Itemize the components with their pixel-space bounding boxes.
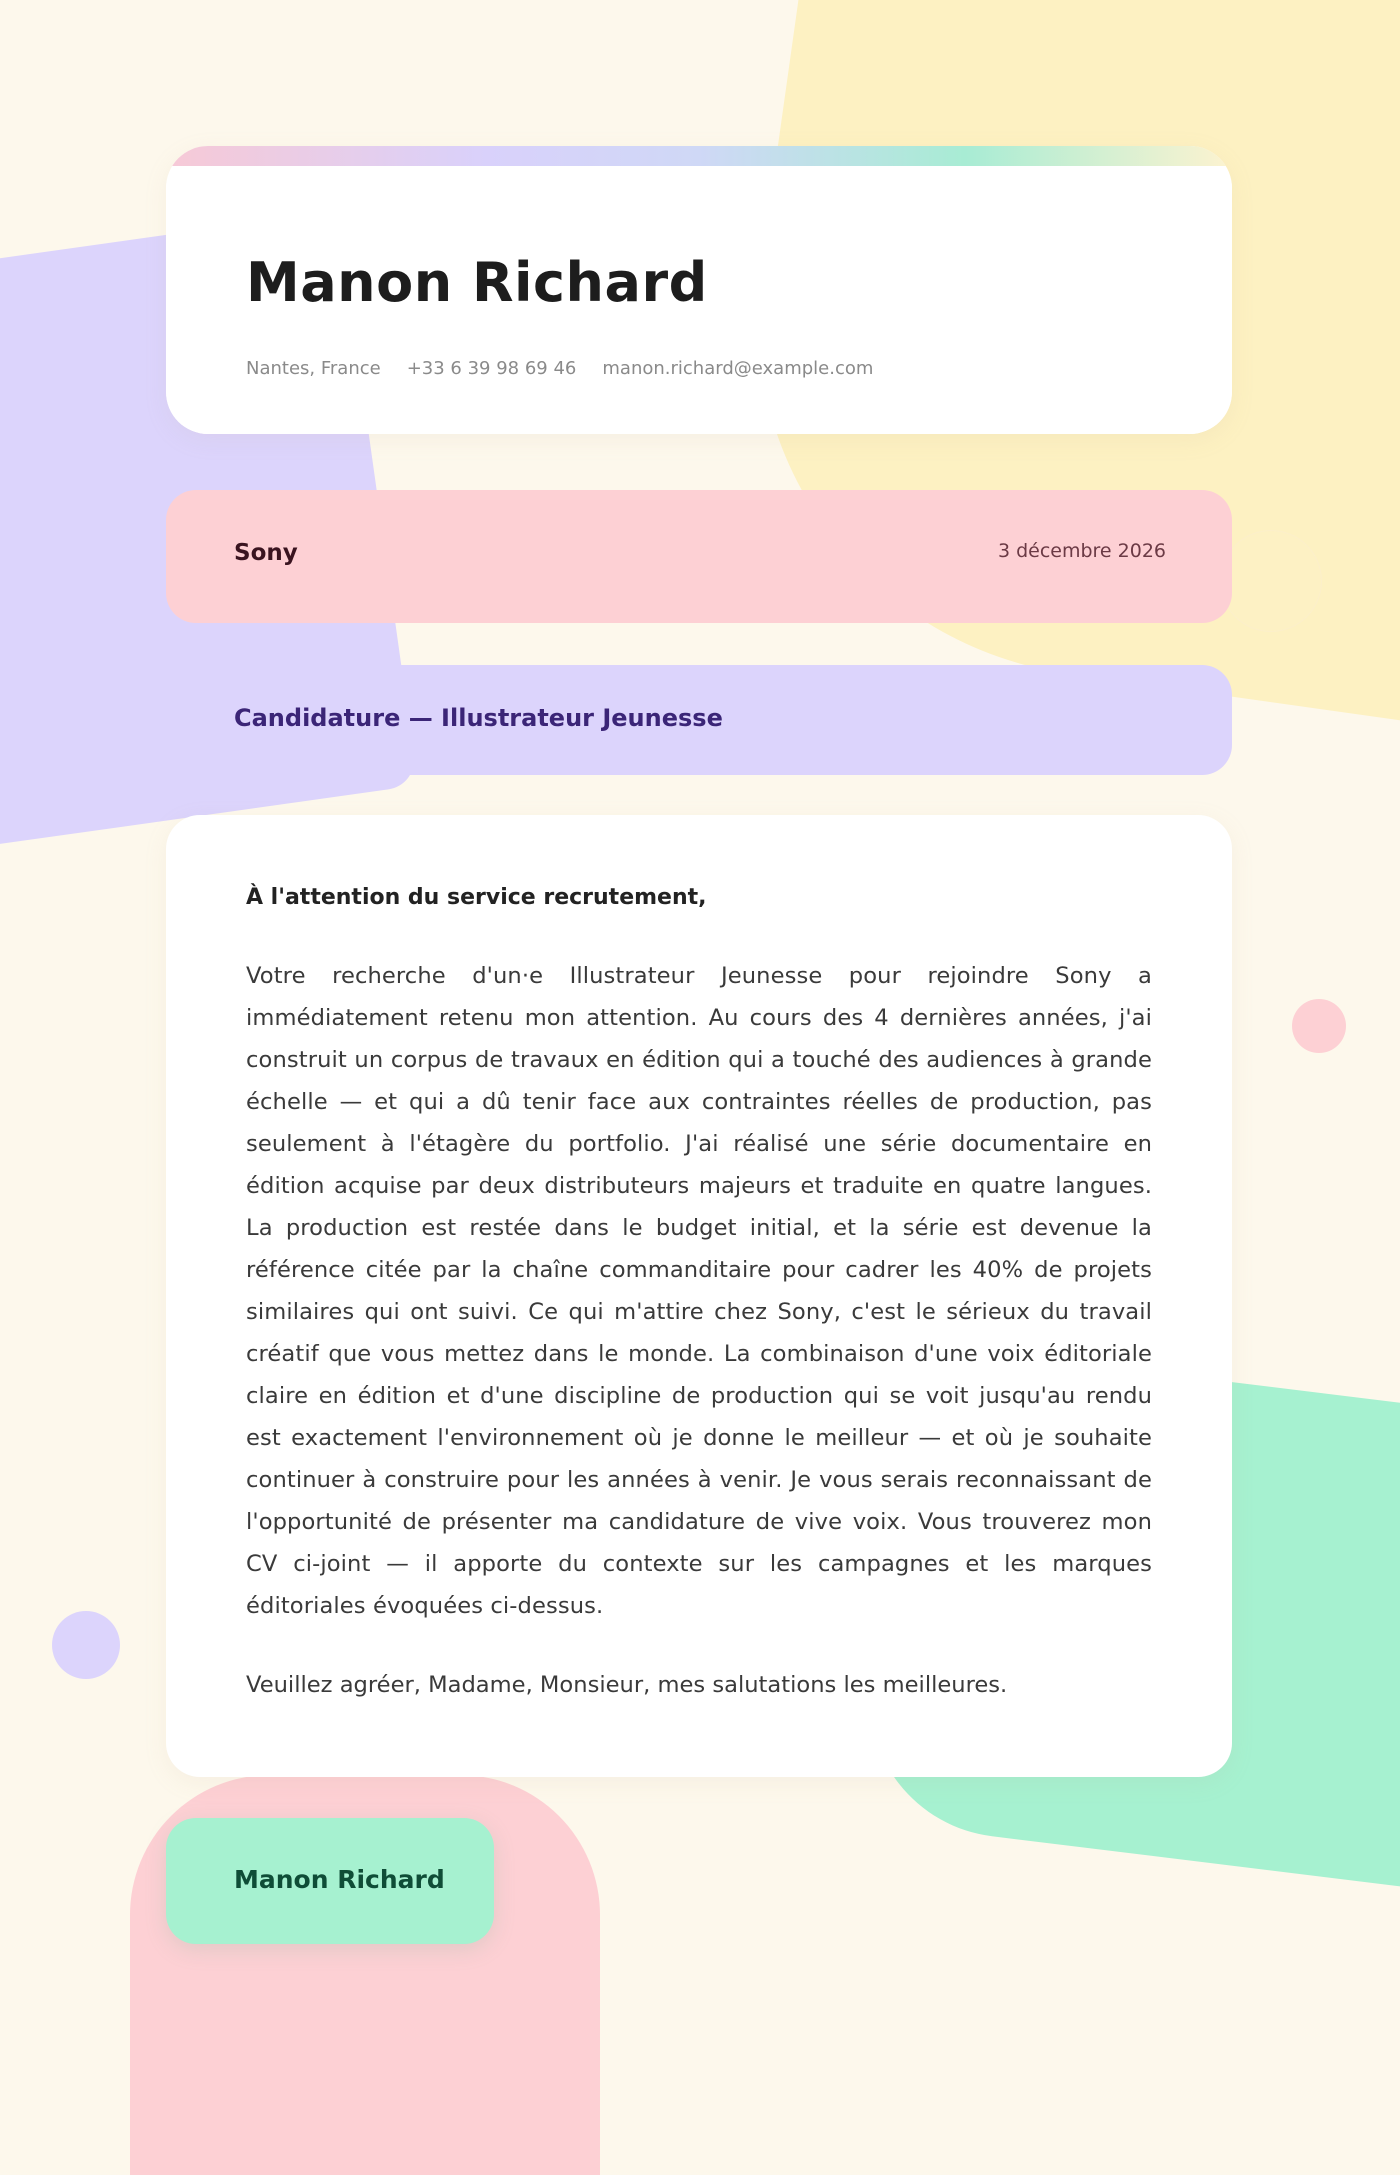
sender-location: Nantes, France <box>246 358 381 379</box>
subject-card <box>166 665 1232 775</box>
sender-name: Manon Richard <box>246 251 708 314</box>
letter-closing: Veuillez agréer, Madame, Monsieur, mes salutations les meilleures. <box>246 1672 1008 1698</box>
recipient-card <box>166 490 1232 623</box>
sender-email: manon.richard@example.com <box>602 358 874 379</box>
signature-card <box>166 1818 494 1944</box>
header-card <box>166 146 1232 434</box>
signature-name: Manon Richard <box>234 1865 445 1894</box>
decorative-circle-outline <box>1220 530 1322 632</box>
recipient-company: Sony <box>234 540 298 566</box>
contact-info-row <box>246 358 873 379</box>
decorative-dot-pink <box>1292 999 1346 1053</box>
letter-subject: Candidature — Illustrateur Jeunesse <box>234 704 723 732</box>
letter-body-paragraph: Votre recherche d'un·e Illustrateur Jeunesse pour rejoindre Sony a immédiatement retenu mon attention. Au cours des 4 dernières années, j'ai construit un corpus de travaux en édition qui a touché des audiences à grande échelle — et qui a dû tenir face aux contraintes réelles de production, pas seulement à l'étagère du portfolio. J'ai réalisé une série documentaire en édition acquise par deux distributeurs majeurs et traduite en quatre langues. La production est restée dans le budget initial, et la série est devenue la référence citée par la chaîne commanditaire pour cadrer les 40% de projets similaires qui ont suivi. Ce qui m'attire chez Sony, c'est le sérieux du travail créatif que vous mettez dans le monde. La combinaison d'une voix éditoriale claire en édition et d'une discipline de production qui se voit jusqu'au rendu est exactement l'environnement où je donne le meilleur — et où je souhaite continuer à construire pour les années à venir. Je vous serais reconnaissant de l'opportunité de présenter ma candidature de vive voix. Vous trouverez mon CV ci-joint — il apporte du contexte sur les campagnes et les marques éditoriales évoquées ci-dessus. <box>246 963 1152 1619</box>
header-gradient-strip <box>166 146 1232 166</box>
letter-date: 3 décembre 2026 <box>997 540 1166 562</box>
sender-phone: +33 6 39 98 69 46 <box>406 358 577 379</box>
header-card-body <box>166 166 1232 434</box>
decorative-dot-purple <box>52 1611 120 1679</box>
letter-body-card <box>166 815 1232 1777</box>
letter-salutation: À l'attention du service recrutement, <box>246 885 707 910</box>
